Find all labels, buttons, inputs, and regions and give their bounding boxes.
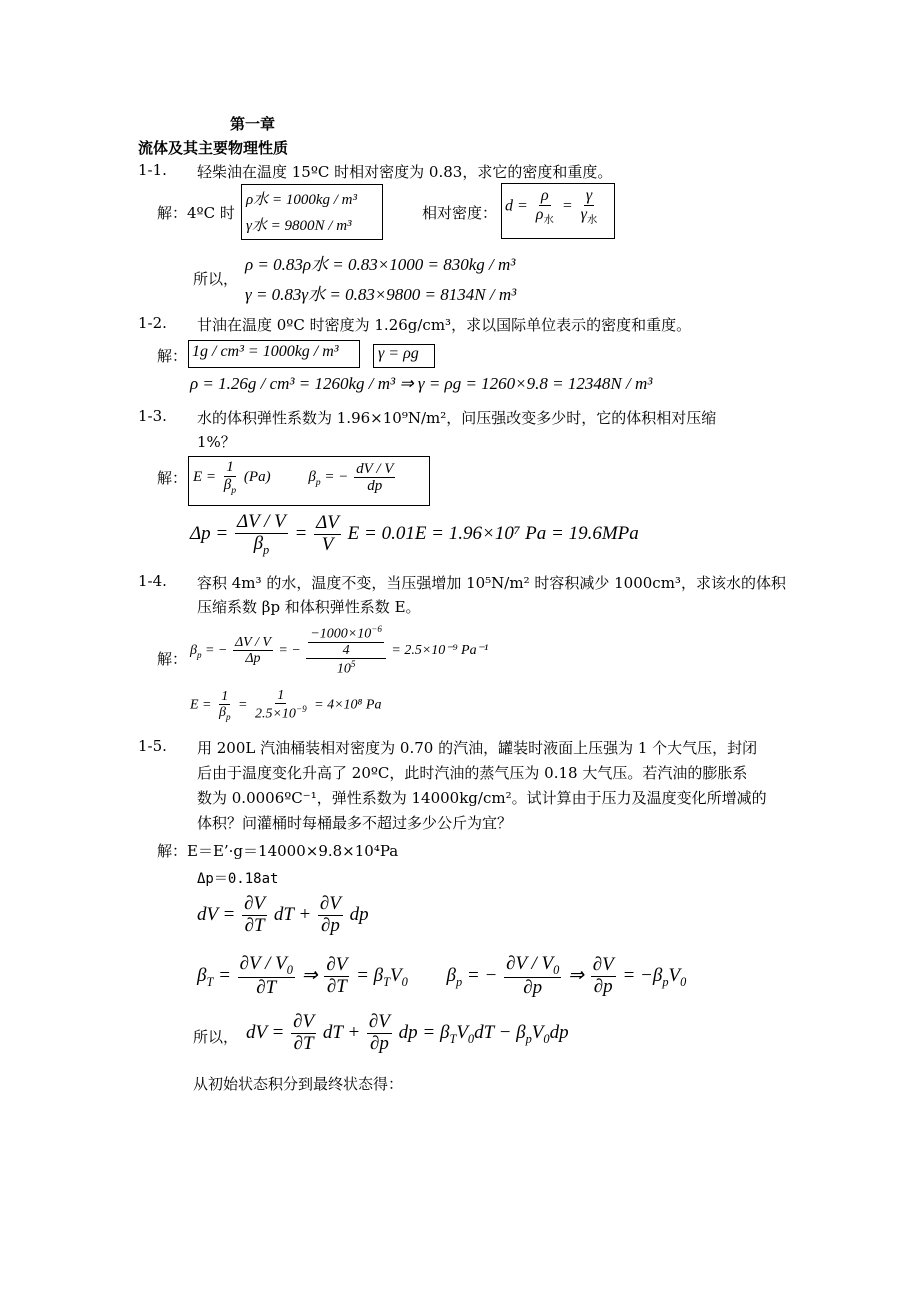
equation-result: ρ = 1.26g / cm³ = 1260kg / m³ ⇒ γ = ρg = 1260×9.8 = 12348N / m³ bbox=[190, 374, 653, 393]
problem-text: 轻柴油在温度 15ºC 时相对密度为 0.83，求它的密度和重度。 bbox=[197, 163, 613, 181]
problem-text: 数为 0.0006ºC⁻¹，弹性系数为 14000kg/cm²。试计算由于压力及温度变化所增减的 bbox=[197, 789, 767, 807]
formula-rho-water: ρ水 = 1000kg / m³ bbox=[246, 192, 357, 208]
problem-text: 水的体积弹性系数为 1.96×10⁹N/m²，问压强改变多少时，它的体积相对压缩 bbox=[197, 409, 717, 427]
section-title: 流体及其主要物理性质 bbox=[138, 139, 289, 157]
problem-text: 用 200L 汽油桶装相对密度为 0.70 的汽油，罐装时液面上压强为 1 个大气压，封闭 bbox=[197, 739, 758, 757]
solution-line: Δp＝0.18at bbox=[197, 871, 279, 887]
chapter-title: 第一章 bbox=[230, 115, 276, 133]
pressure-change-equation: Δp = $\frac{\Delta V / V}{\beta_p}$ = $\frac{\Delta V}{V}$ E = 0.01E = 1.96×10⁷ Pa = 19.6MPa bbox=[190, 511, 639, 557]
problem-number: 1-4. bbox=[138, 572, 167, 590]
elastic-modulus-equation: E = $\frac{1}{\beta_p}$ = $\frac{1}{2.5\times 10^{-9}}$ = 4×10⁸ Pa bbox=[190, 688, 382, 723]
problem-text: 压缩系数 βp 和体积弹性系数 E。 bbox=[197, 598, 421, 616]
solution-label: 解： bbox=[157, 469, 188, 487]
differential-volume-equation: dV = $\frac{\partial V}{\partial T}$ dT + $\frac{\partial V}{\partial p}$ dp bbox=[197, 893, 369, 936]
therefore-label: 所以， bbox=[193, 270, 239, 288]
problem-number: 1-2. bbox=[138, 314, 167, 332]
unit-conversion-formula: 1g / cm³ = 1000kg / m³ bbox=[192, 343, 339, 360]
elastic-modulus-result: = 4×10⁸ Pa bbox=[314, 697, 382, 713]
therefore-label: 所以， bbox=[193, 1028, 239, 1046]
integration-note: 从初始状态积分到最终状态得： bbox=[193, 1075, 404, 1093]
elastic-modulus-formula: E = $\frac{1}{\beta_p}$ (Pa) $\beta_p$ = − $\frac{dV / V}{dp}$ bbox=[193, 459, 394, 496]
formula-gamma-water: γ水 = 9800N / m³ bbox=[246, 218, 352, 234]
compressibility-equation: $\beta_p$ = − $\frac{\Delta V / V}{\Delta p}$ = − $\frac{\frac{-1000\times 10^{-6}}{4}}{10^5}$ = 2.5×10⁻⁹ Pa⁻¹ bbox=[190, 624, 489, 678]
relative-density-formula: d = $\frac{\rho}{\rho_水}$ = $\frac{\gamma}{\gamma_水}$ bbox=[505, 187, 598, 226]
solution-label: 解：4ºC 时 bbox=[157, 204, 235, 222]
problem-number: 1-5. bbox=[138, 737, 167, 755]
solution-label: 解： bbox=[157, 650, 188, 668]
problem-text: 甘油在温度 0ºC 时密度为 1.26g/cm³，求以国际单位表示的密度和重度。 bbox=[197, 316, 692, 334]
problem-text: 1%？ bbox=[197, 433, 236, 451]
problem-text: 后由于温度变化升高了 20ºC，此时汽油的蒸气压为 0.18 大气压。若汽油的膨胀系 bbox=[197, 764, 748, 782]
problem-text: 容积 4m³ 的水，温度不变，当压强增加 10⁵N/m² 时容积减少 1000cm³，求该水的体积 bbox=[197, 574, 786, 592]
solution-label: 解： bbox=[157, 347, 188, 365]
weight-formula: γ = ρg bbox=[378, 345, 419, 362]
problem-text: 体积？问灌桶时每桶最多不超过多少公斤为宜？ bbox=[197, 814, 513, 832]
problem-number: 1-3. bbox=[138, 407, 167, 425]
compressibility-result: = 2.5×10⁻⁹ Pa⁻¹ bbox=[391, 642, 489, 658]
total-differential-equation: dV = $\frac{\partial V}{\partial T}$ dT + $\frac{\partial V}{\partial p}$ dp = $\beta_TV_0dT - \beta_pV_0dp$ bbox=[246, 1011, 569, 1054]
relative-density-label: 相对密度： bbox=[422, 204, 498, 222]
problem-number: 1-1. bbox=[138, 161, 167, 179]
expansion-coefficient-equation: $\beta_T$ = $\frac{\partial V / V_0}{\partial T}$ ⇒ $\frac{\partial V}{\partial T}$ = $\beta_TV_0$ $\beta_p$ = − $\frac{\partial V / V_0}{\partial p}$ ⇒ $\frac{\partial V}{\partial p}$ = $-\beta_pV_0$ bbox=[197, 953, 687, 999]
equation-density: ρ = 0.83ρ水 = 0.83×1000 = 830kg / m³ bbox=[245, 255, 516, 274]
pressure-change-result: E = 0.01E = 1.96×10⁷ Pa = 19.6MPa bbox=[347, 522, 639, 544]
solution-line: 解：E＝E’·g＝14000×9.8×10⁴Pa bbox=[157, 842, 399, 860]
equation-weight: γ = 0.83γ水 = 0.83×9800 = 8134N / m³ bbox=[245, 285, 517, 304]
